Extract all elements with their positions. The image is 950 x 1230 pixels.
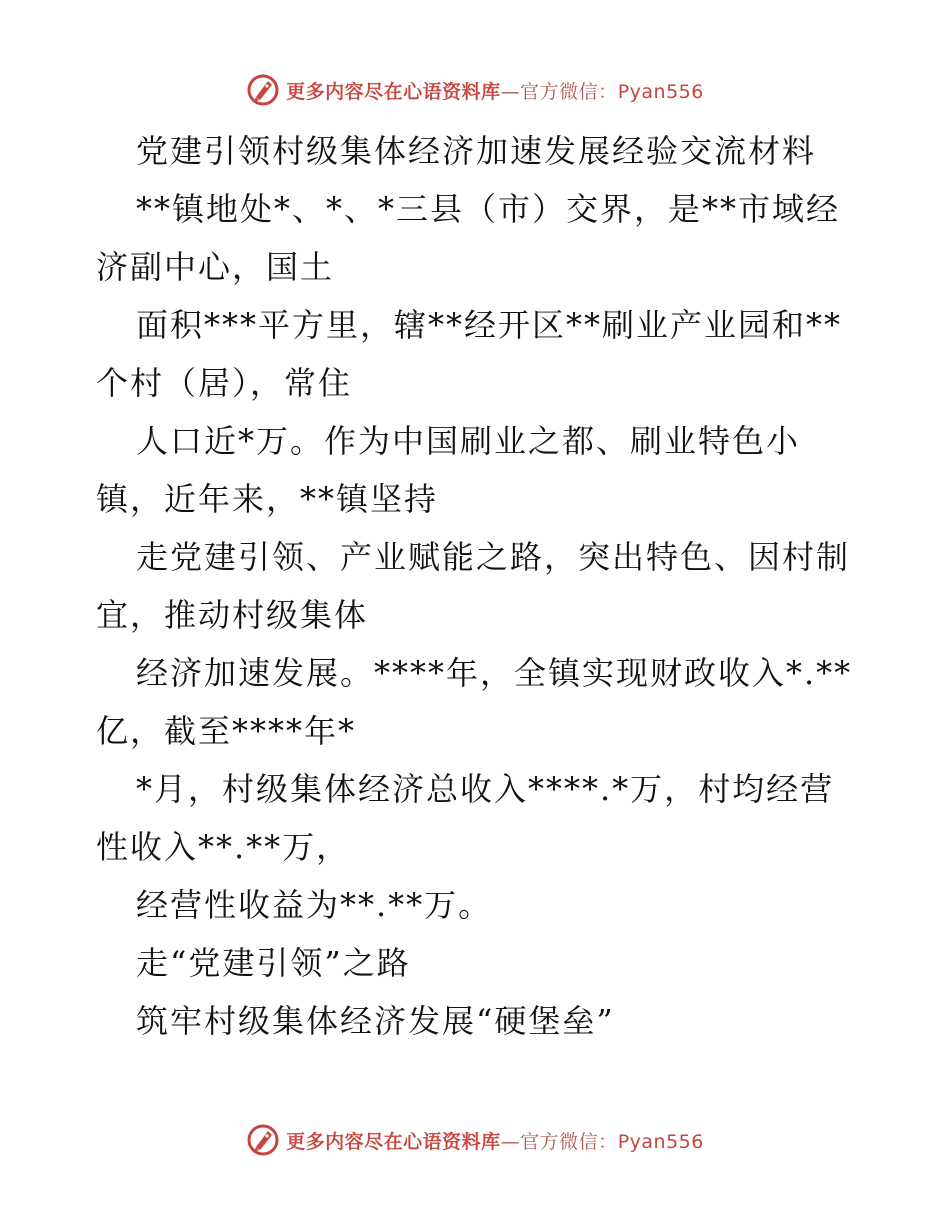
doc-line: **镇地处*、*、*三县（市）交界，是**市域经: [136, 190, 841, 228]
doc-line: 走党建引领、产业赋能之路，突出特色、因村制: [136, 538, 851, 576]
header-banner-text: [286, 77, 704, 104]
doc-line: *月，村级集体经济总收入****.*万，村均经营: [136, 770, 835, 808]
doc-line: 镇，近年来，**镇坚持: [96, 480, 439, 518]
doc-title: 党建引领村级集体经济加速发展经验交流材料: [136, 132, 817, 170]
footer-banner: [0, 1120, 950, 1160]
doc-line: 人口近*万。作为中国刷业之都、刷业特色小: [136, 422, 801, 460]
doc-line: 宜，推动村级集体: [96, 596, 369, 634]
footer-banner-text: [286, 1127, 704, 1154]
doc-section-heading: 走“党建引领”之路: [136, 944, 411, 982]
banner-main-text: 更多内容尽在心语资料库: [286, 1130, 501, 1153]
banner-dash: —: [500, 1130, 521, 1153]
banner-wechat-id: Pyan556: [617, 1130, 704, 1153]
banner-official-label: 官方微信：: [520, 1130, 618, 1153]
doc-line: 性收入**.**万，: [96, 828, 351, 866]
doc-line: 面积***平方里，辖**经开区**刷业产业园和**: [136, 306, 843, 344]
doc-line: 亿，截至****年*: [96, 712, 357, 750]
header-banner: [0, 70, 950, 110]
doc-line: 经营性收益为**.**万。: [136, 886, 493, 924]
banner-wechat-id: Pyan556: [617, 80, 704, 103]
pen-nib-logo-icon: [246, 1123, 280, 1157]
doc-line: 济副中心，国土: [96, 248, 335, 286]
doc-section-subheading: 筑牢村级集体经济发展“硬堡垒”: [136, 1002, 615, 1040]
doc-line: 经济加速发展。****年，全镇实现财政收入*.**: [136, 654, 853, 692]
document-body: [96, 122, 866, 1050]
pen-nib-logo-icon: [246, 73, 280, 107]
banner-dash: —: [500, 80, 521, 103]
doc-line: 个村（居），常住: [96, 364, 353, 402]
banner-main-text: 更多内容尽在心语资料库: [286, 80, 501, 103]
banner-official-label: 官方微信：: [520, 80, 618, 103]
